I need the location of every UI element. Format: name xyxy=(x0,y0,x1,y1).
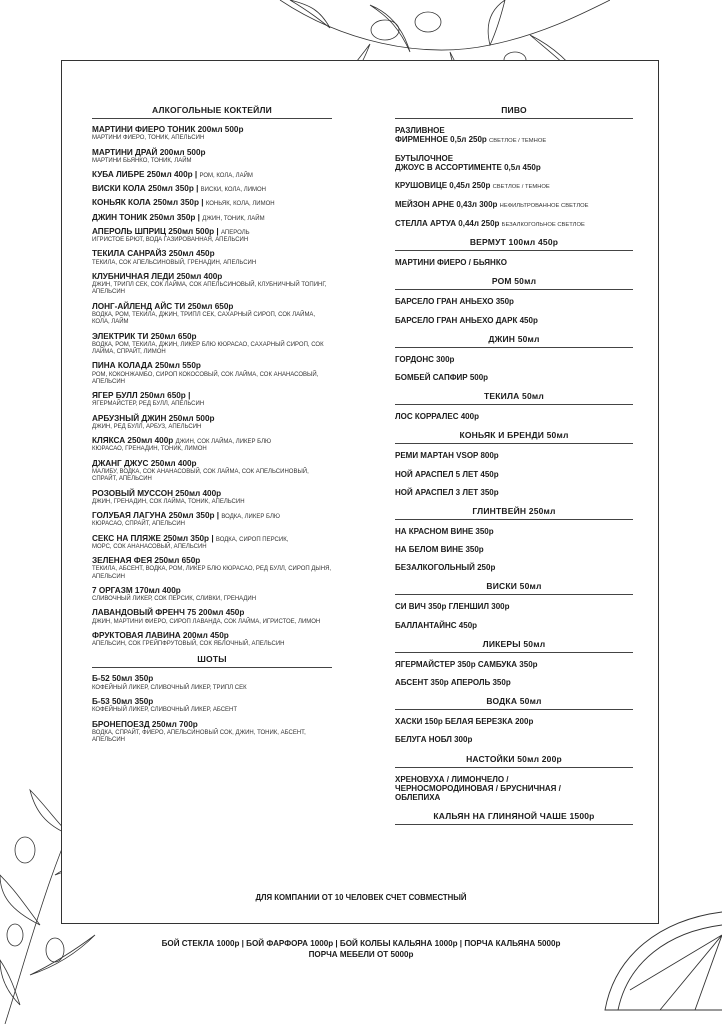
cocktails-item xyxy=(92,557,332,581)
item-inline-desc: ВОДКА, СИРОП ПЕРСИК, xyxy=(215,536,289,543)
item-name xyxy=(92,698,332,706)
item-line: ХАСКИ 150р БЕЛАЯ БЕРЕЗКА 200р xyxy=(395,717,534,727)
gin-item xyxy=(395,373,633,382)
item-line: ЯГЕРМАЙСТЕР 350р САМБУКА 350р xyxy=(395,659,538,669)
item-name xyxy=(92,126,332,134)
cognac-item xyxy=(395,488,633,497)
vodka-item xyxy=(395,717,633,726)
item-inline-desc: КОНЬЯК, КОЛА, ЛИМОН xyxy=(205,201,275,208)
item-line: ДЖОУС В АССОРТИМЕНТЕ 0,5л 450р xyxy=(395,163,541,173)
item-description: ВОДКА, РОМ, ТЕКИЛА, ДЖИН, ТРИПЛ СЕК, САХАРНЫЙ СИРОП, СОК ЛАЙМА, КОЛА, ЛАЙМ xyxy=(92,311,316,326)
item-name xyxy=(92,460,332,468)
cocktails-item xyxy=(92,149,332,166)
item-description: КОФЕЙНЫЙ ЛИКЕР, СЛИВОЧНЫЙ ЛИКЕР, АБСЕНТ xyxy=(92,707,238,714)
cocktails-item xyxy=(92,126,332,143)
item-line: ХРЕНОВУХА / ЛИМОНЧЕЛО / xyxy=(395,774,509,784)
beer-item xyxy=(395,219,633,229)
item-line-text: ФИРМЕННОЕ 0,5л 250р xyxy=(395,135,487,145)
item-line: ЧЕРНОСМОРОДИНОВАЯ / БРУСНИЧНАЯ / xyxy=(395,783,561,793)
whisky-item xyxy=(395,602,633,611)
left-column xyxy=(92,105,332,750)
item-description: ТЕКИЛА, СОК АПЕЛЬСИНОВЫЙ, ГРЕНАДИН, АПЕЛЬСИН xyxy=(92,259,257,266)
cocktails-item xyxy=(92,214,332,222)
cocktails-item xyxy=(92,460,332,484)
cocktails-item xyxy=(92,437,332,454)
cognac-section-title: КОНЬЯК И БРЕНДИ 50мл xyxy=(395,430,633,444)
item-name xyxy=(92,535,332,543)
cocktails-item xyxy=(92,333,332,357)
menu-frame xyxy=(61,60,659,924)
item-name xyxy=(92,362,332,370)
item-name-text: СЕКС НА ПЛЯЖЕ 250мл 350р | xyxy=(92,533,214,543)
rum-section-title: РОМ 50мл xyxy=(395,276,633,290)
rum-item xyxy=(395,316,633,325)
item-description: КЮРАСАО, ГРЕНАДИН, ТОНИК, ЛИМОН xyxy=(92,446,207,453)
item-line-row xyxy=(395,181,633,191)
item-line: СИ ВИЧ 350р ГЛЕНШИЛ 300р xyxy=(395,602,510,612)
hookah-section-title: КАЛЬЯН НА ГЛИНЯНОЙ ЧАШЕ 1500р xyxy=(395,811,633,825)
cognac-item xyxy=(395,451,633,460)
item-name xyxy=(92,587,332,595)
item-name xyxy=(92,415,332,423)
item-line: РАЗЛИВНОЕ xyxy=(395,126,445,135)
item-description: АПЕЛЬСИН, СОК ГРЕЙПФРУТОВЫЙ, СОК ЯБЛОЧНЫЙ, АПЕЛЬСИН xyxy=(92,641,285,648)
item-line-text: СТЕЛЛА АРТУА 0,44л 250р xyxy=(395,218,500,228)
item-description: КОФЕЙНЫЙ ЛИКЕР, СЛИВОЧНЫЙ ЛИКЕР, ТРИПЛ СЕК xyxy=(92,684,247,691)
item-name xyxy=(92,185,332,193)
liqueur-section-title: ЛИКЕРЫ 50мл xyxy=(395,639,633,653)
item-name xyxy=(92,609,332,617)
item-name xyxy=(92,171,332,179)
vermouth-section-title: ВЕРМУТ 100мл 450р xyxy=(395,237,633,251)
item-line: АБСЕНТ 350р АПЕРОЛЬ 350р xyxy=(395,678,511,687)
item-description: ТЕКИЛА, АБСЕНТ, ВОДКА, РОМ, ЛИКЕР БЛЮ КЮРАСАО, РЕД БУЛЛ, СИРОП ДЫНЯ, АПЕЛЬСИН xyxy=(92,566,332,580)
gin-section-title: ДЖИН 50мл xyxy=(395,334,633,348)
item-description: ВОДКА, СПРАЙТ, ФИЕРО, АПЕЛЬСИНОВЫЙ СОК, ДЖИН, ТОНИК, АБСЕНТ, АПЕЛЬСИН xyxy=(92,729,306,744)
item-name xyxy=(92,392,332,400)
item-description: МАРТИНИ БЬЯНКО, ТОНИК, ЛАЙМ xyxy=(92,157,192,164)
item-name-text: 7 ОРГАЗМ 170мл 400р xyxy=(92,585,181,595)
mulled-item xyxy=(395,527,633,536)
beer-item xyxy=(395,154,633,172)
item-description: ДЖИН, РЕД БУЛЛ, АРБУЗ, АПЕЛЬСИН xyxy=(92,423,202,430)
item-name-text: АРБУЗНЫЙ ДЖИН 250мл 500р xyxy=(92,413,215,423)
cocktails-item xyxy=(92,587,332,604)
item-name-text: ДЖАНГ ДЖУС 250мл 400р xyxy=(92,458,197,468)
item-name-text: АПЕРОЛЬ ШПРИЦ 250мл 500р | xyxy=(92,226,219,236)
item-name xyxy=(92,214,332,222)
item-name xyxy=(92,250,332,258)
item-line: ЛОС КОРРАЛЕС 400р xyxy=(395,412,479,422)
tequila-item xyxy=(395,412,633,421)
item-inline-desc: СВЕТЛОЕ / ТЕМНОЕ xyxy=(492,184,550,191)
item-line: БУТЫЛОЧНОЕ xyxy=(395,153,454,163)
vermouth-item xyxy=(395,258,633,267)
rum-item xyxy=(395,297,633,306)
item-name-text: КОНЬЯК КОЛА 250мл 350р | xyxy=(92,198,204,208)
cocktails-item xyxy=(92,490,332,507)
item-name xyxy=(92,333,332,341)
shots-section-title: ШОТЫ xyxy=(92,654,332,668)
cocktails-item xyxy=(92,228,332,245)
company-bill-note: ДЛЯ КОМПАНИИ ОТ 10 ЧЕЛОВЕК СЧЕТ СОВМЕСТНЫЙ xyxy=(255,893,467,902)
item-name-text: ЯГЕР БУЛЛ 250мл 650р | xyxy=(92,391,191,401)
beer-item xyxy=(395,181,633,191)
item-description: МАЛИБУ, ВОДКА, СОК АНАНАСОВЫЙ, СОК ЛАЙМА, СОК АПЕЛЬСИНОВЫЙ, СПРАЙТ, АПЕЛЬСИН xyxy=(92,468,309,483)
cocktails-item xyxy=(92,185,332,193)
item-name-text: ЗЕЛЕНАЯ ФЕЯ 250мл 650р xyxy=(92,556,201,566)
item-description: ДЖИН, ГРЕНАДИН, СОК ЛАЙМА, ТОНИК, АПЕЛЬСИН xyxy=(92,498,245,505)
item-name-text: Б-53 50мл 350р xyxy=(92,697,154,706)
item-inline-desc: БЕЗАЛКОГОЛЬНОЕ СВЕТЛОЕ xyxy=(501,221,585,228)
cognac-item xyxy=(395,470,633,479)
item-line: НОЙ АРАСПЕЛ 3 ЛЕТ 350р xyxy=(395,487,499,497)
cocktails-item xyxy=(92,250,332,267)
item-inline-desc: НЕФИЛЬТРОВАННОЕ СВЕТЛОЕ xyxy=(499,202,589,209)
item-name xyxy=(92,490,332,498)
vodka-item xyxy=(395,735,633,744)
beer-section-title: ПИВО xyxy=(395,105,633,119)
item-name xyxy=(92,721,332,729)
liqueur-item xyxy=(395,660,633,669)
gin-item xyxy=(395,355,633,364)
item-name-text: МАРТИНИ ДРАЙ 200мл 500р xyxy=(92,147,206,157)
item-line: БОМБЕЙ САПФИР 500р xyxy=(395,372,489,382)
item-description: ИГРИСТОЕ БРЮТ, ВОДА ГАЗИРОВАННАЯ, АПЕЛЬСИН xyxy=(92,237,249,244)
item-inline-desc: ВОДКА, ЛИКЕР БЛЮ xyxy=(221,514,280,521)
item-line: НА БЕЛОМ ВИНЕ 350р xyxy=(395,545,484,555)
item-name-text: ЛОНГ-АЙЛЕНД АЙС ТИ 250мл 650р xyxy=(92,301,234,311)
infusions-item xyxy=(395,775,633,803)
item-description: ДЖИН, МАРТИНИ ФИЕРО, СИРОП ЛАВАНДА, СОК ЛАЙМА, ИГРИСТОЕ, ЛИМОН xyxy=(92,618,321,625)
item-line: НОЙ АРАСПЕЛ 5 ЛЕТ 450р xyxy=(395,469,499,479)
item-inline-desc: СВЕТЛОЕ / ТЕМНОЕ xyxy=(489,138,547,145)
item-line: БАРСЕЛО ГРАН АНЬЕХО ДАРК 450р xyxy=(395,315,538,325)
shots-item xyxy=(92,675,332,692)
item-name xyxy=(92,512,332,520)
cocktails-item xyxy=(92,512,332,529)
item-name-text: КЛЯКСА 250мл 400р xyxy=(92,436,174,446)
item-line: БЕЗАЛКОГОЛЬНЫЙ 250р xyxy=(395,563,496,573)
item-name-text: ТЕКИЛА САНРАЙЗ 250мл 450р xyxy=(92,249,215,259)
cocktails-item xyxy=(92,199,332,207)
cocktails-item xyxy=(92,171,332,179)
item-name xyxy=(92,273,332,281)
cocktails-section-title: АЛКОГОЛЬНЫЕ КОКТЕЙЛИ xyxy=(92,105,332,119)
item-name xyxy=(92,149,332,157)
item-description: СЛИВОЧНЫЙ ЛИКЕР, СОК ПЕРСИК, СЛИВКИ, ГРЕНАДИН xyxy=(92,596,257,603)
item-name-text: ФРУКТОВАЯ ЛАВИНА 200мл 450р xyxy=(92,630,229,640)
item-description: МАРТИНИ ФИЕРО, ТОНИК, АПЕЛЬСИН xyxy=(92,135,205,142)
item-name-text: ЭЛЕКТРИК ТИ 250мл 650р xyxy=(92,331,197,341)
item-description: ЯГЕРМАЙСТЕР, РЕД БУЛЛ, АПЕЛЬСИН xyxy=(92,401,205,408)
item-line: РЕМИ МАРТАН VSOP 800р xyxy=(395,451,499,461)
item-inline-desc: ДЖИН, ТОНИК, ЛАЙМ xyxy=(202,215,265,222)
item-line: ГОРДОНС 300р xyxy=(395,354,455,364)
item-name xyxy=(92,632,332,640)
item-line-row xyxy=(395,200,633,210)
item-line: БЕЛУГА НОБЛ 300р xyxy=(395,735,473,745)
mulled-section-title: ГЛИНТВЕЙН 250мл xyxy=(395,506,633,520)
item-line-row xyxy=(395,135,633,145)
item-name xyxy=(92,675,332,683)
infusions-section-title: НАСТОЙКИ 50мл 200р xyxy=(395,754,633,768)
mulled-item xyxy=(395,545,633,554)
item-description: ДЖИН, ТРИПЛ СЕК, СОК ЛАЙМА, СОК АПЕЛЬСИНОВЫЙ, КЛУБНИЧНЫЙ ТОПИНГ, АПЕЛЬСИН xyxy=(92,282,327,296)
item-name-text: ПИНА КОЛАДА 250мл 550р xyxy=(92,361,201,371)
damage-fees-line-1: БОЙ СТЕКЛА 1000р | БОЙ ФАРФОРА 1000р | БОЙ КОЛБЫ КАЛЬЯНА 1000р | ПОРЧА КАЛЬЯНА 5000р xyxy=(161,939,561,948)
shots-item xyxy=(92,721,332,745)
whisky-section-title: ВИСКИ 50мл xyxy=(395,581,633,595)
item-name xyxy=(92,557,332,565)
item-inline-desc: ВИСКИ, КОЛА, ЛИМОН xyxy=(200,187,267,194)
item-description: РОМ, КОКОНЖАМБО, СИРОП КОКОСОВЫЙ, СОК ЛАЙМА, СОК АНАНАСОВЫЙ, АПЕЛЬСИН xyxy=(92,371,319,385)
item-name xyxy=(92,199,332,207)
item-line-text: МЕЙЗОН АРНЕ 0,43л 300р xyxy=(395,199,498,209)
damage-fees xyxy=(0,939,722,960)
item-name-text: БРОНЕПОЕЗД 250мл 700р xyxy=(92,719,198,729)
cocktails-item xyxy=(92,303,332,327)
item-name-text: МАРТИНИ ФИЕРО ТОНИК 200мл 500р xyxy=(92,125,244,134)
damage-fees-line-2: ПОРЧА МЕБЕЛИ ОТ 5000р xyxy=(308,949,414,959)
item-name-text: ВИСКИ КОЛА 250мл 350р | xyxy=(92,184,199,194)
cocktails-item xyxy=(92,535,332,552)
mulled-item xyxy=(395,563,633,572)
item-name-text: КУБА ЛИБРЕ 250мл 400р | xyxy=(92,170,198,180)
item-line: БАРСЕЛО ГРАН АНЬЕХО 350р xyxy=(395,297,514,307)
tequila-section-title: ТЕКИЛА 50мл xyxy=(395,391,633,405)
item-line: МАРТИНИ ФИЕРО / БЬЯНКО xyxy=(395,258,507,268)
item-description: МОРС, СОК АНАНАСОВЫЙ, АПЕЛЬСИН xyxy=(92,543,207,550)
item-inline-desc: АПЕРОЛЬ xyxy=(221,229,250,236)
liqueur-item xyxy=(395,678,633,687)
cocktails-item xyxy=(92,415,332,432)
item-inline-desc: ДЖИН, СОК ЛАЙМА, ЛИКЕР БЛЮ xyxy=(175,439,272,446)
item-name xyxy=(92,437,332,445)
item-line: БАЛЛАНТАЙНС 450р xyxy=(395,620,478,630)
item-inline-desc: РОМ, КОЛА, ЛАЙМ xyxy=(199,173,253,180)
item-name-text: ЛАВАНДОВЫЙ ФРЕНЧ 75 200мл 450р xyxy=(92,608,245,618)
item-line: НА КРАСНОМ ВИНЕ 350р xyxy=(395,526,494,536)
cocktails-item xyxy=(92,392,332,409)
item-name xyxy=(92,228,332,236)
item-name-text: РОЗОВЫЙ МУССОН 250мл 400р xyxy=(92,488,222,498)
item-name-text: Б-52 50мл 350р xyxy=(92,674,154,684)
item-name xyxy=(92,303,332,311)
cocktails-item xyxy=(92,609,332,626)
cocktails-item xyxy=(92,632,332,649)
item-name-text: КЛУБНИЧНАЯ ЛЕДИ 250мл 400р xyxy=(92,271,223,281)
cocktails-item xyxy=(92,362,332,386)
item-line-text: КРУШОВИЦЕ 0,45л 250р xyxy=(395,181,491,191)
item-name-text: ГОЛУБАЯ ЛАГУНА 250мл 350р | xyxy=(92,511,220,521)
beer-item xyxy=(395,200,633,210)
shots-item xyxy=(92,698,332,715)
whisky-item xyxy=(395,621,633,630)
item-description: ВОДКА, РОМ, ТЕКИЛА, ДЖИН, ЛИКЕР БЛЮ КЮРАСАО, САХАРНЫЙ СИРОП, СОК ЛАЙМА, СПРАЙТ, ЛИМОН xyxy=(92,341,324,356)
beer-item xyxy=(395,126,633,145)
item-name-text: ДЖИН ТОНИК 250мл 350р | xyxy=(92,212,200,222)
right-column xyxy=(395,105,633,832)
item-line-row xyxy=(395,219,633,229)
item-line: ОБЛЕПИХА xyxy=(395,792,441,802)
vodka-section-title: ВОДКА 50мл xyxy=(395,696,633,710)
item-description: КЮРАСАО, СПРАЙТ, АПЕЛЬСИН xyxy=(92,521,185,528)
cocktails-item xyxy=(92,273,332,297)
